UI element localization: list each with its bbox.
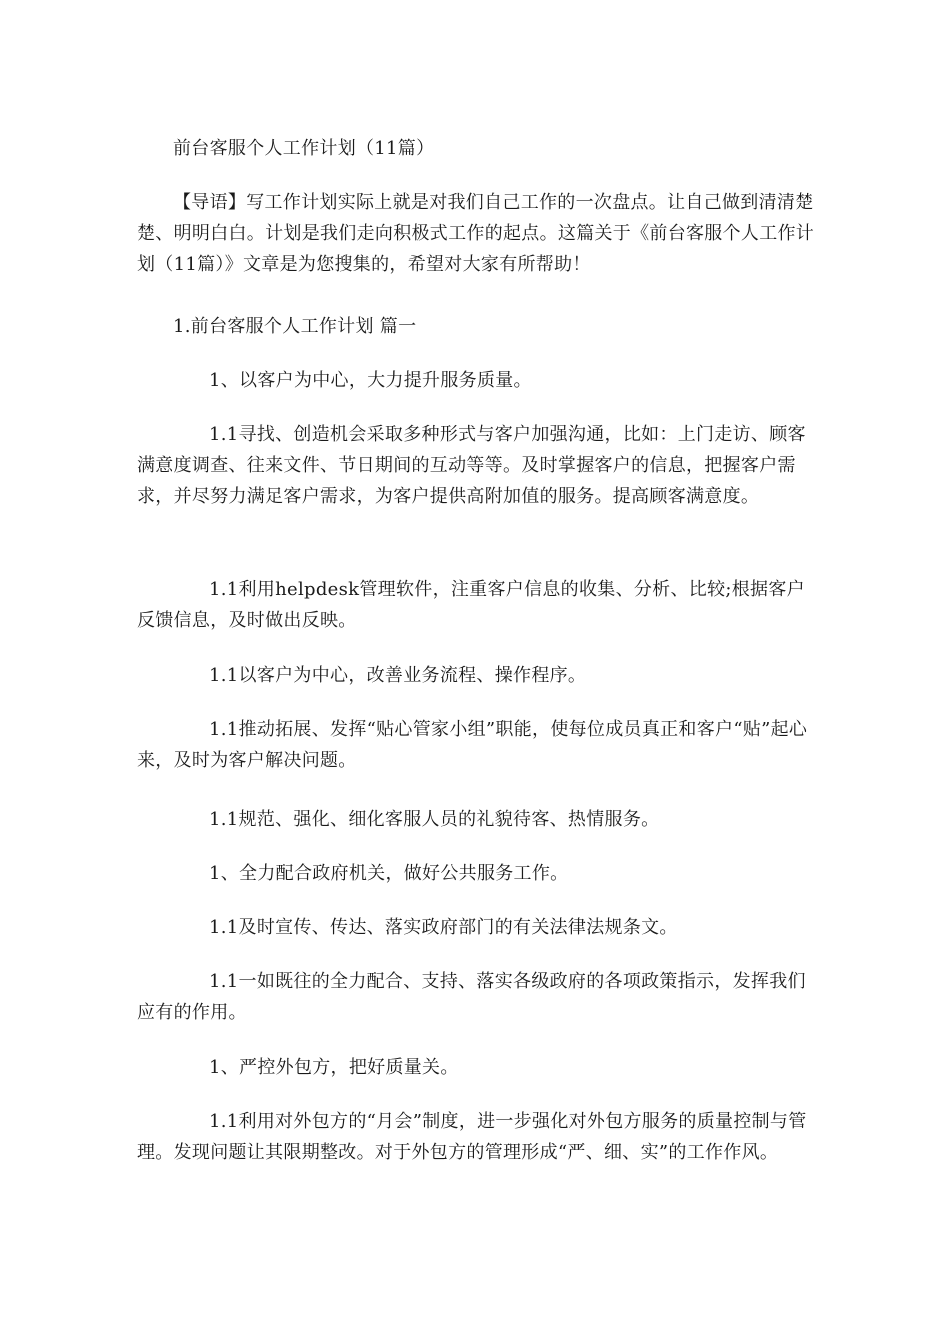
body-paragraph: 1.1寻找、创造机会采取多种形式与客户加强沟通，比如：上门走访、顾客满意度调查、往来文件、节日期间的互动等等。及时掌握客户的信息，把握客户需求，并尽努力满足客户需求，为客户提供高附加值的服务。提高顾客满意度。 — [137, 424, 806, 507]
body-paragraph: 1.1以客户为中心，改善业务流程、操作程序。 — [209, 665, 587, 686]
body-paragraph: 1.1规范、强化、细化客服人员的礼貌待客、热情服务。 — [209, 809, 660, 830]
section-heading: 1.前台客服个人工作计划 篇一 — [173, 316, 417, 337]
body-paragraph: 1.1推动拓展、发挥“贴心管家小组”职能，使每位成员真正和客户“贴”起心来，及时为客户解决问题。 — [137, 719, 808, 771]
item-heading: 1、严控外包方，把好质量关。 — [209, 1057, 459, 1078]
body-paragraph: 1.1一如既往的全力配合、支持、落实各级政府的各项政策指示，发挥我们应有的作用。 — [137, 971, 806, 1023]
intro-paragraph: 【导语】写工作计划实际上就是对我们自己工作的一次盘点。让自己做到清清楚楚、明明白白。计划是我们走向积极式工作的起点。这篇关于《前台客服个人工作计划（11篇）》文章是为您搜集的，希望对大家有所帮助！ — [137, 192, 815, 275]
document-title: 前台客服个人工作计划（11篇） — [173, 138, 435, 159]
body-paragraph: 1.1利用helpdesk管理软件，注重客户信息的收集、分析、比较;根据客户反馈信息，及时做出反映。 — [137, 579, 805, 631]
body-paragraph: 1.1及时宣传、传达、落实政府部门的有关法律法规条文。 — [209, 917, 678, 938]
item-heading: 1、全力配合政府机关，做好公共服务工作。 — [209, 863, 569, 884]
body-paragraph: 1.1利用对外包方的“月会”制度，进一步强化对外包方服务的质量控制与管理。发现问题让其限期整改。对于外包方的管理形成“严、细、实”的工作作风。 — [137, 1111, 807, 1163]
item-heading: 1、以客户为中心，大力提升服务质量。 — [209, 370, 532, 391]
